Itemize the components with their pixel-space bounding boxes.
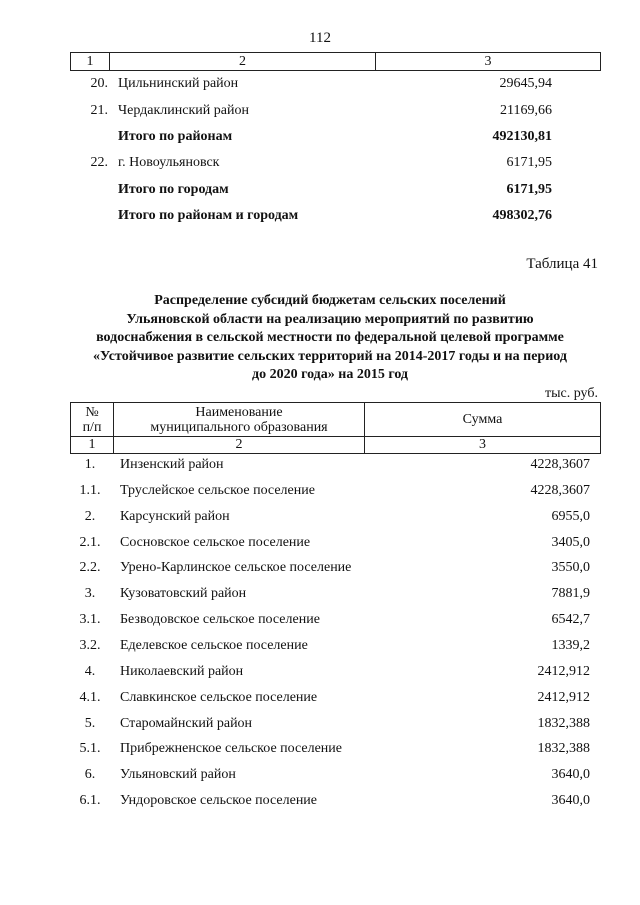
row-sum: 6542,7 [551,612,590,628]
row-number: 21. [90,103,108,118]
top-col-1: 1 [71,53,110,71]
title-line: Ульяновской области на реализацию мероприятий по развитию [126,311,534,327]
row-sum: 3640,0 [551,767,590,783]
row-number: 2.2. [79,560,101,576]
subsidy-row [70,638,600,658]
top-table-row [70,76,600,96]
row-number: 2. [84,508,96,524]
units-label: тыс. руб. [545,386,598,401]
row-number: 1. [84,457,96,472]
row-sum: 3405,0 [551,534,590,550]
subsidy-row [70,509,600,529]
row-municipality: Николаевский район [120,663,244,679]
row-municipality: Славкинское сельское поселение [120,689,318,705]
top-table-row [70,155,600,175]
row-municipality: Кузоватовский район [120,586,247,602]
row-number: 6. [84,767,96,783]
table-title [60,292,600,385]
table-caption: Таблица 41 [526,256,598,272]
row-number: 20. [90,76,108,91]
subsidy-row [70,457,600,477]
title-line: «Устойчивое развитие сельских территорий на 2014-2017 годы и на период [93,348,567,364]
row-sum: 3550,0 [551,560,590,576]
row-number: 4.1. [79,689,101,705]
row-name: Чердаклинский район [118,103,249,118]
row-municipality: Сосновское сельское поселение [120,534,311,550]
row-number: 3.2. [79,637,101,653]
title-line: Распределение субсидий бюджетам сельских поселений [154,293,506,308]
colnum-2: 2 [114,437,365,454]
header-name-line2: муниципального образования [150,419,328,435]
top-table-row [70,208,600,228]
top-table-row [70,182,600,202]
row-municipality: Ундоровское сельское поселение [120,793,318,809]
row-sum: 6955,0 [551,508,590,524]
header-num-line1: № [85,404,99,420]
subsidy-row [70,560,600,580]
row-value: 29645,94 [499,76,552,91]
header-sum: Сумма [365,403,601,437]
row-sum: 3640,0 [551,793,590,809]
row-municipality: Безводовское сельское поселение [120,612,320,628]
row-number: 5.1. [79,741,101,757]
row-number: 6.1. [79,793,101,809]
row-sum: 1339,2 [551,637,590,653]
subsidy-row [70,690,600,710]
row-sum: 4228,3607 [530,482,590,498]
page-number: 112 [309,30,331,46]
subsidy-row [70,716,600,736]
subsidy-row [70,483,600,503]
row-municipality: Еделевское сельское поселение [120,637,308,653]
row-name: Итого по городам [118,182,229,197]
row-municipality: Старомайнский район [120,715,253,731]
colnum-3: 3 [365,437,601,454]
row-municipality: Урено-Карлинское сельское поселение [120,560,352,576]
header-name [114,403,365,437]
header-name-line1: Наименование [195,404,283,420]
row-value: 6171,95 [506,182,552,197]
row-name: Итого по районам и городам [118,208,299,223]
row-sum: 7881,9 [551,586,590,602]
subsidy-row [70,664,600,684]
top-table-row [70,103,600,123]
row-sum: 2412,912 [537,663,590,679]
top-col-2: 2 [110,53,376,71]
subsidy-row [70,535,600,555]
subsidy-row [70,612,600,632]
header-num-line2: п/п [82,419,102,435]
row-number: 22. [90,155,108,170]
title-line: до 2020 года» на 2015 год [251,367,409,382]
row-name: Итого по районам [118,129,233,144]
row-sum: 1832,388 [537,715,590,731]
header-num [71,403,114,437]
top-table-row [70,129,600,149]
subsidy-row [70,767,600,787]
row-number: 4. [84,663,96,679]
row-sum: 4228,3607 [530,457,590,472]
subsidy-row [70,586,600,606]
row-value: 492130,81 [492,129,552,144]
row-number: 3. [84,586,96,602]
title-line: водоснабжения в сельской местности по федеральной целевой программе [96,330,564,345]
row-name: г. Новоульяновск [118,155,220,170]
row-sum: 1832,388 [537,741,590,757]
colnum-1: 1 [71,437,114,454]
row-value: 498302,76 [492,208,552,223]
row-municipality: Труслейское сельское поселение [120,482,315,498]
row-number: 1.1. [79,482,101,498]
row-value: 21169,66 [500,103,552,118]
top-table-header [70,52,601,71]
top-col-3: 3 [376,53,601,71]
row-municipality: Прибрежненское сельское поселение [120,741,342,757]
row-municipality: Ульяновский район [120,767,236,783]
subsidy-row [70,793,600,813]
row-value: 6171,95 [506,155,552,170]
row-number: 2.1. [79,534,101,550]
row-name: Цильнинский район [118,76,239,91]
subsidy-row [70,741,600,761]
row-municipality: Инзенский район [120,457,224,472]
row-number: 5. [84,715,96,731]
row-municipality: Карсунский район [120,508,230,524]
row-sum: 2412,912 [537,689,590,705]
row-number: 3.1. [79,612,101,628]
main-table-header [70,402,601,454]
